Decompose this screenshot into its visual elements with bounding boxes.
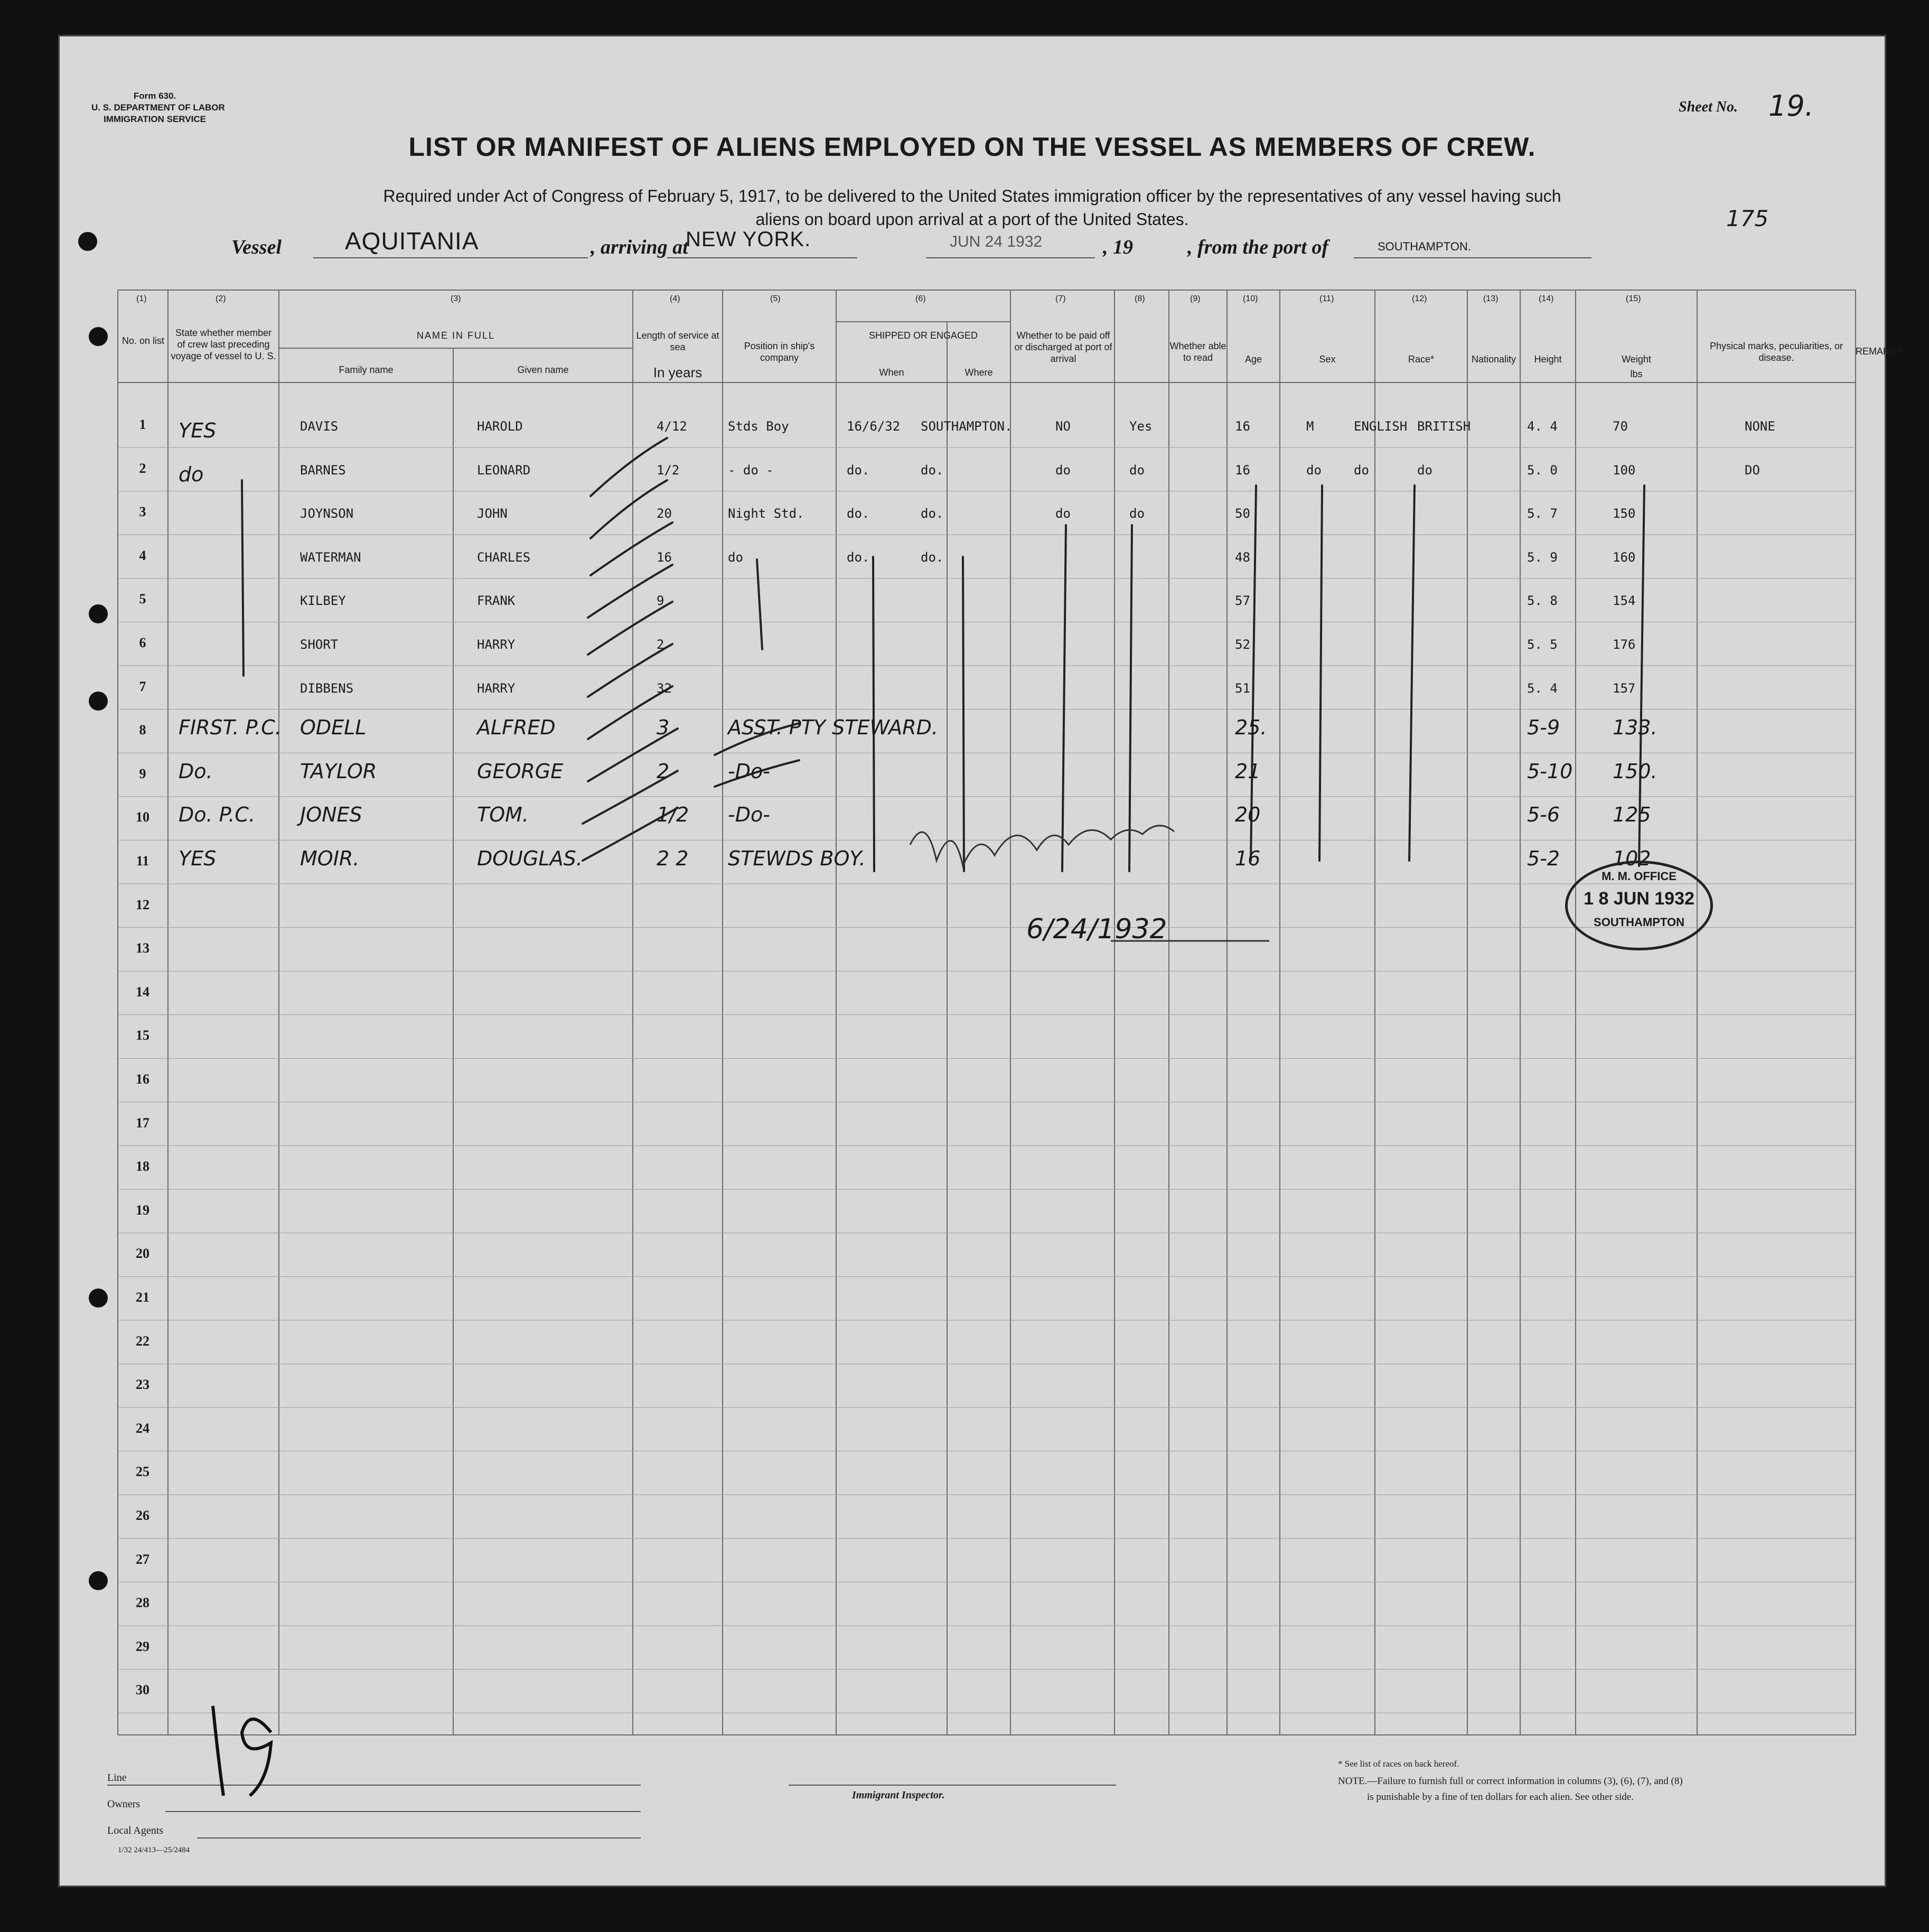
age-cell: 48: [1235, 549, 1250, 565]
row-number: 5: [139, 591, 146, 607]
row-number: 12: [136, 897, 149, 912]
col-physical-marks: Physical marks, peculiarities, or disease.: [1709, 341, 1843, 363]
form-number: Form 630.: [133, 91, 176, 101]
department-name: U. S. DEPARTMENT OF LABOR: [91, 102, 225, 113]
state-cell: do: [179, 462, 204, 486]
position-cell: Night Std.: [728, 506, 804, 521]
weight-cell: 102: [1613, 847, 1651, 870]
form-code: 1/32 24/413—25/2484: [118, 1846, 190, 1854]
row-number: 16: [136, 1071, 149, 1087]
arrival-date-stamp: JUN 24 1932: [950, 233, 1043, 250]
row-number: 18: [136, 1159, 149, 1174]
service-cell: 9: [657, 593, 664, 609]
height-cell: 5-9: [1527, 716, 1560, 740]
position-cell: - do -: [728, 462, 774, 478]
service-cell: 1/2: [657, 462, 680, 478]
where-cell: do.: [921, 506, 944, 521]
where-cell: SOUTHAMPTON.: [921, 419, 1013, 434]
age-cell: 16: [1235, 847, 1261, 870]
row-number: 17: [136, 1115, 149, 1131]
nationality-cell: BRITISH: [1417, 419, 1471, 434]
age-cell: 20: [1235, 803, 1261, 827]
weight-cell: 100: [1613, 462, 1636, 478]
able-to-read-cell: Yes: [1129, 419, 1153, 434]
weight-cell: 125: [1613, 803, 1651, 827]
family-name-cell: WATERMAN: [300, 549, 361, 565]
row-number: 8: [139, 722, 146, 738]
able-to-read-cell: do: [1129, 506, 1145, 521]
race-cell: do: [1354, 462, 1369, 478]
state-cell: YES: [179, 419, 217, 442]
sheet-label: Sheet No.: [1679, 99, 1738, 115]
col-weight: Weight: [1622, 354, 1651, 365]
paid-off-cell: do: [1055, 462, 1071, 478]
signature-date: 6/24/1932: [1026, 913, 1167, 945]
service-cell: 20: [657, 506, 672, 521]
where-cell: do.: [921, 549, 944, 565]
handwritten-nineteen: [213, 1706, 271, 1796]
row-number: 2: [139, 460, 146, 476]
races-note: * See list of races on back hereof.: [1338, 1759, 1459, 1769]
row-number: 24: [136, 1420, 149, 1436]
position-cell: -Do-: [728, 803, 770, 827]
given-name-cell: JOHN: [477, 506, 508, 521]
col-length-service: Length of service at sea: [636, 330, 719, 352]
when-cell: do.: [847, 549, 870, 565]
fine-note-1: NOTE.—Failure to furnish full or correct information in columns (3), (6), (7), and (8): [1338, 1776, 1683, 1787]
service-cell: 4/12: [657, 419, 687, 434]
col-number: (8): [1135, 294, 1145, 303]
punch-hole: [89, 692, 108, 711]
agents-label: Local Agents: [107, 1825, 164, 1836]
age-cell: 51: [1235, 680, 1250, 696]
family-name-cell: KILBEY: [300, 593, 346, 609]
service-cell: 2: [657, 637, 664, 652]
col-paid-off: Whether to be paid off or discharged at port of arrival: [1014, 330, 1112, 364]
state-cell: YES: [179, 847, 217, 870]
age-cell: 57: [1235, 593, 1250, 609]
row-number: 29: [136, 1638, 149, 1654]
col-shipped-engaged: SHIPPED OR ENGAGED: [868, 330, 978, 341]
table-grid: [60, 36, 1906, 1886]
col-number: (1): [136, 294, 147, 303]
arriving-port: NEW YORK.: [686, 228, 811, 251]
family-name-cell: TAYLOR: [300, 759, 377, 783]
state-cell: Do.: [179, 759, 213, 783]
service-cell: 1/2: [657, 803, 689, 827]
col-race: Race*: [1408, 354, 1435, 365]
stamp-bottom: SOUTHAMPTON: [1594, 916, 1684, 929]
given-name-cell: TOM.: [477, 803, 529, 827]
year-label: , 19: [1103, 236, 1133, 258]
family-name-cell: ODELL: [300, 716, 367, 740]
position-cell: STEWDS BOY.: [728, 847, 866, 870]
punch-hole: [89, 1571, 108, 1590]
given-name-cell: HARRY: [477, 637, 516, 652]
age-cell: 16: [1235, 462, 1250, 478]
subtitle-line-2: aliens on board upon arrival at a port of the United States.: [755, 210, 1189, 229]
stamp-top: M. M. OFFICE: [1602, 870, 1677, 883]
family-name-cell: DIBBENS: [300, 680, 354, 696]
col-number: (13): [1483, 294, 1499, 303]
row-number: 6: [139, 635, 146, 650]
paid-off-cell: NO: [1055, 419, 1071, 434]
fine-note-2: is punishable by a fine of ten dollars for each alien. See other side.: [1367, 1791, 1634, 1803]
row-number: 21: [136, 1290, 149, 1305]
col-nationality: Nationality: [1471, 354, 1516, 365]
punch-hole: [89, 1289, 108, 1308]
col-able-to-read: Whether able to read: [1169, 341, 1226, 363]
paid-off-cell: do: [1055, 506, 1071, 521]
weight-cell: 176: [1613, 637, 1636, 652]
family-name-cell: DAVIS: [300, 419, 339, 434]
col-sex: Sex: [1319, 354, 1336, 365]
state-cell: Do. P.C.: [179, 803, 256, 827]
when-cell: 16/6/32: [847, 419, 901, 434]
height-cell: 5. 9: [1527, 549, 1558, 565]
position-cell: ASST. PTY STEWARD.: [728, 716, 938, 740]
when-cell: do.: [847, 462, 870, 478]
nationality-cell: do: [1417, 462, 1432, 478]
col-height: Height: [1534, 354, 1562, 365]
weight-cell: 154: [1613, 593, 1636, 609]
subtitle-line-1: Required under Act of Congress of February 5, 1917, to be delivered to the United States immigration officer by the representatives of any vessel having such: [383, 186, 1561, 206]
inspector-label: Immigrant Inspector.: [852, 1789, 945, 1801]
row-number: 1: [139, 417, 146, 432]
office-stamp: [1565, 861, 1713, 950]
row-number: 23: [136, 1377, 149, 1393]
col-remarks: REMARKS.: [1856, 346, 1906, 357]
where-cell: do.: [921, 462, 944, 478]
sheet-number: 19.: [1768, 89, 1814, 123]
position-cell: Stds Boy: [728, 419, 789, 434]
service-cell: 3: [657, 716, 670, 740]
col-number: (14): [1539, 294, 1554, 303]
position-cell: do: [728, 549, 743, 565]
able-to-read-cell: do: [1129, 462, 1145, 478]
height-cell: 5-2: [1527, 847, 1560, 870]
given-name-cell: GEORGE: [477, 759, 564, 783]
given-name-cell: DOUGLAS.: [477, 847, 583, 870]
stamp-date: 1 8 JUN 1932: [1584, 889, 1694, 909]
family-name-cell: JONES: [300, 803, 362, 827]
col-number: (12): [1412, 294, 1427, 303]
col-number: (7): [1055, 294, 1066, 303]
row-number: 13: [136, 940, 149, 956]
col-number: (5): [770, 294, 781, 303]
weight-cell: 150.: [1613, 759, 1658, 783]
service-name: IMMIGRATION SERVICE: [104, 114, 206, 124]
port-label: , from the port of: [1187, 236, 1329, 258]
col-number: (6): [915, 294, 926, 303]
height-cell: 5. 7: [1527, 506, 1558, 521]
col-age: Age: [1244, 354, 1262, 365]
form-info: [91, 90, 225, 125]
row-number: 30: [136, 1682, 149, 1698]
height-cell: 5. 8: [1527, 593, 1558, 609]
arriving-label: , arriving at: [591, 236, 688, 258]
age-cell: 25.: [1235, 716, 1267, 740]
service-cell: 32: [657, 680, 672, 696]
col-name-in-full: NAME IN FULL: [416, 330, 495, 341]
owners-label: Owners: [107, 1798, 141, 1810]
service-cell: 2: [657, 759, 670, 783]
weight-cell: 160: [1613, 549, 1636, 565]
weight-cell: 157: [1613, 680, 1636, 696]
race-cell: ENGLISH: [1354, 419, 1408, 434]
age-cell: 50: [1235, 506, 1250, 521]
col-given-name: Given name: [517, 365, 569, 375]
given-name-cell: ALFRED: [477, 716, 556, 740]
height-cell: 4. 4: [1527, 419, 1558, 434]
age-cell: 16: [1235, 419, 1250, 434]
subtitle: [60, 184, 1885, 231]
row-number: 25: [136, 1464, 149, 1480]
row-number: 3: [139, 504, 146, 520]
punch-hole: [89, 327, 108, 346]
manifest-sheet: [58, 35, 1906, 1887]
vessel-label: Vessel: [231, 236, 282, 258]
line-label: Line: [107, 1772, 127, 1784]
given-name-cell: HAROLD: [477, 419, 523, 434]
height-cell: 5-6: [1527, 803, 1560, 827]
row-number: 4: [139, 547, 146, 563]
col-lbs: lbs: [1630, 369, 1643, 379]
row-number: 9: [139, 766, 146, 781]
col-no-on-list: No. on list: [121, 335, 165, 346]
row-number: 11: [136, 853, 149, 869]
given-name-cell: HARRY: [477, 680, 516, 696]
given-name-cell: LEONARD: [477, 462, 531, 478]
page-title: LIST OR MANIFEST OF ALIENS EMPLOYED ON THE VESSEL AS MEMBERS OF CREW.: [408, 132, 1536, 162]
col-when: When: [879, 367, 904, 378]
position-cell: -Do-: [728, 759, 770, 783]
height-cell: 5. 5: [1527, 637, 1558, 652]
col-number: (15): [1626, 294, 1641, 303]
col-number: (3): [451, 294, 461, 303]
family-name-cell: BARNES: [300, 462, 346, 478]
corner-number: 175: [1726, 206, 1769, 231]
col-family-name: Family name: [339, 365, 394, 375]
row-number: 22: [136, 1333, 149, 1349]
physical-marks-cell: DO: [1745, 462, 1760, 478]
weight-cell: 133.: [1613, 716, 1658, 740]
row-number: 20: [136, 1246, 149, 1262]
col-number: (11): [1319, 294, 1334, 303]
punch-hole: [78, 232, 97, 251]
row-number: 27: [136, 1551, 149, 1567]
family-name-cell: SHORT: [300, 637, 339, 652]
height-cell: 5-10: [1527, 759, 1573, 783]
departure-port: SOUTHAMPTON.: [1378, 240, 1471, 253]
given-name-cell: FRANK: [477, 593, 516, 609]
vessel-name: AQUITANIA: [345, 227, 479, 255]
physical-marks-cell: NONE: [1745, 419, 1775, 434]
age-cell: 21: [1235, 759, 1261, 783]
col-number: (10): [1243, 294, 1258, 303]
family-name-cell: JOYNSON: [300, 506, 354, 521]
row-number: 26: [136, 1508, 149, 1523]
service-cell: 16: [657, 549, 672, 565]
row-number: 28: [136, 1595, 149, 1611]
height-cell: 5. 0: [1527, 462, 1558, 478]
sex-cell: M: [1306, 419, 1314, 434]
col-state-whether: State whether member of crew last preceding voyage of vessel to U. S.: [171, 328, 276, 361]
row-number: 19: [136, 1202, 149, 1218]
col-in-years: In years: [653, 365, 703, 380]
sex-cell: do: [1306, 462, 1322, 478]
family-name-cell: MOIR.: [300, 847, 360, 870]
given-name-cell: CHARLES: [477, 549, 531, 565]
weight-cell: 70: [1613, 419, 1628, 434]
col-number: (4): [670, 294, 680, 303]
punch-hole: [89, 604, 108, 623]
state-cell: FIRST. P.C.: [179, 716, 282, 740]
col-where: Where: [965, 367, 993, 378]
age-cell: 52: [1235, 637, 1250, 652]
when-cell: do.: [847, 506, 870, 521]
col-number: (2): [216, 294, 226, 303]
service-cell: 2 2: [657, 847, 689, 870]
row-number: 15: [136, 1028, 149, 1043]
col-number: (9): [1190, 294, 1201, 303]
weight-cell: 150: [1613, 506, 1636, 521]
height-cell: 5. 4: [1527, 680, 1558, 696]
row-number: 7: [139, 678, 146, 694]
row-number: 14: [136, 984, 149, 1000]
col-position: Position in ship's company: [744, 341, 815, 363]
row-number: 10: [136, 809, 149, 825]
